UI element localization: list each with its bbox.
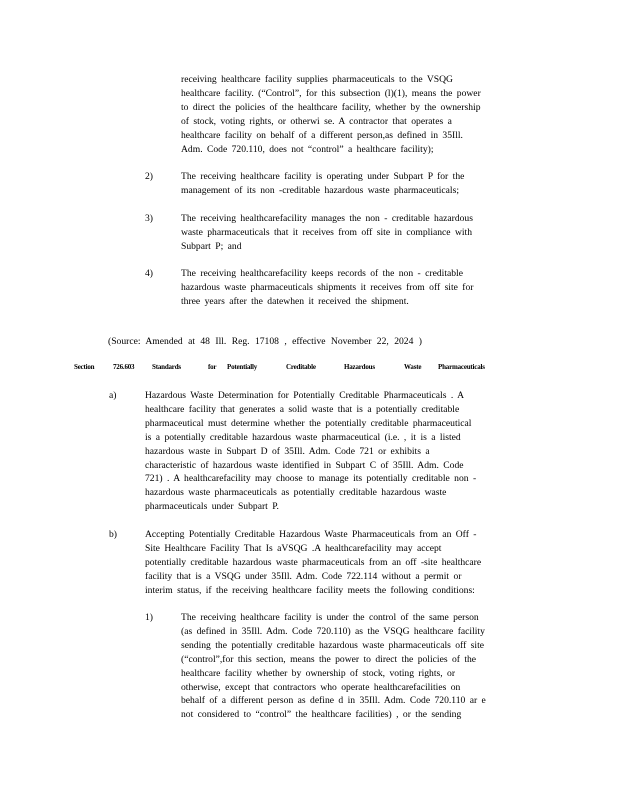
section-title-word: Potentially [227,363,258,371]
text-line: 721) . A healthcarefacility may choose to manage its potentially creditable non - [145,473,477,485]
text-line: hazardous waste pharmaceuticals shipments it receives from off site for [181,281,474,293]
text-line: healthcare facility on behalf of a different person,as defined in 35Ill. [181,129,463,141]
text-line: waste pharmaceuticals that it receives from off site in compliance with [181,226,473,238]
section-label: Section [74,363,95,371]
text-line: (“control”,for this section, means the power to direct the policies of the [181,653,477,665]
text-line: Site Healthcare Facility That Is aVSQG .A healthcarefacility may accept [145,542,442,554]
subsection-letter: a) [109,390,117,401]
item-3-text [181,212,541,254]
source-note: (Source: Amended at 48 Ill. Reg. 17108 , effective November 22, 2024 ) [108,336,422,347]
text-line: Adm. Code 720.110, does not “control” a healthcare facility); [181,143,434,155]
text-line: healthcare facility whether by ownership of stock, voting rights, or [181,667,456,679]
text-line: (as defined in 35Ill. Adm. Code 720.110) as the VSQG healthcare facility [181,625,485,637]
text-line: healthcare facility that generates a solid waste that is a potentially creditable [145,403,460,415]
section-title-word: Hazardous [344,363,375,371]
item-number: 2) [145,171,153,182]
text-line: receiving healthcare facility supplies pharmaceuticals to the VSQG [181,74,453,85]
text-line: management of its non -creditable hazardous waste pharmaceuticals; [181,184,459,196]
text-line: otherwise, except that contractors who operate healthcarefacilities on [181,681,461,693]
item-number: 4) [145,268,153,279]
text-line: of stock, voting rights, or otherwi se. A contractor that operates a [181,115,452,127]
item-number: 3) [145,213,153,224]
section-title-word: Creditable [286,363,316,371]
text-line: Accepting Potentially Creditable Hazardous Waste Pharmaceuticals from an Off - [145,529,477,540]
subitem-b1-text [181,611,541,722]
text-line: The receiving healthcare facility is under the control of the same person [181,612,479,623]
subsection-letter: b) [109,529,117,540]
section-title-word: Waste [404,363,422,371]
text-line: hazardous waste pharmaceuticals as potentially creditable hazardous waste [145,487,447,499]
section-title-word: Standards [152,363,181,371]
subsection-b-text [145,528,535,598]
text-line: The receiving healthcare facility is operating under Subpart P for the [181,171,465,182]
text-line: The receiving healthcarefacility manages the non - creditable hazardous [181,213,473,224]
text-line: pharmaceuticals under Subpart P. [145,501,279,513]
text-line: three years after the datewhen it received the shipment. [181,295,409,307]
text-line: healthcare facility. (“Control”, for this subsection (l)(1), means the power [181,87,481,99]
text-line: facility that is a VSQG under 35Ill. Adm. Code 722.114 without a permit or [145,570,462,582]
text-line: hazardous waste in Subpart D of 35Ill. Adm. Code 721 or exhibits a [145,445,430,457]
intro-paragraph [181,73,541,156]
text-line: potentially creditable hazardous waste pharmaceuticals from an off -site healthcare [145,556,482,568]
text-line: Hazardous Waste Determination for Potentially Creditable Pharmaceuticals . A [145,390,465,401]
text-line: characteristic of hazardous waste identified in Subpart C of 35Ill. Adm. Code [145,459,464,471]
text-line: behalf of a different person as define d in 35Ill. Adm. Code 720.110 ar e [181,695,486,707]
text-line: interim status, if the receiving healthcare facility meets the following conditions: [145,584,475,596]
text-line: is a potentially creditable hazardous waste pharmaceutical (i.e. , it is a listed [145,431,461,443]
text-line: to direct the policies of the healthcare facility, whether by the ownership [181,101,481,113]
text-line: not considered to “control” the healthcare facilities) , or the sending [181,709,462,721]
item-4-text [181,267,541,309]
section-title-word: Pharmaceuticals [438,363,485,371]
section-number: 726.603 [113,363,135,371]
text-line: pharmaceutical must determine whether the potentially creditable pharmaceutical [145,417,472,429]
text-line: The receiving healthcarefacility keeps records of the non - creditable [181,268,463,279]
subsection-a-text [145,389,535,514]
section-title-word: for [208,363,217,371]
item-2-text [181,170,541,198]
item-number: 1) [145,612,153,623]
text-line: sending the potentially creditable hazardous waste pharmaceuticals off site [181,639,484,651]
text-line: Subpart P; and [181,240,242,252]
